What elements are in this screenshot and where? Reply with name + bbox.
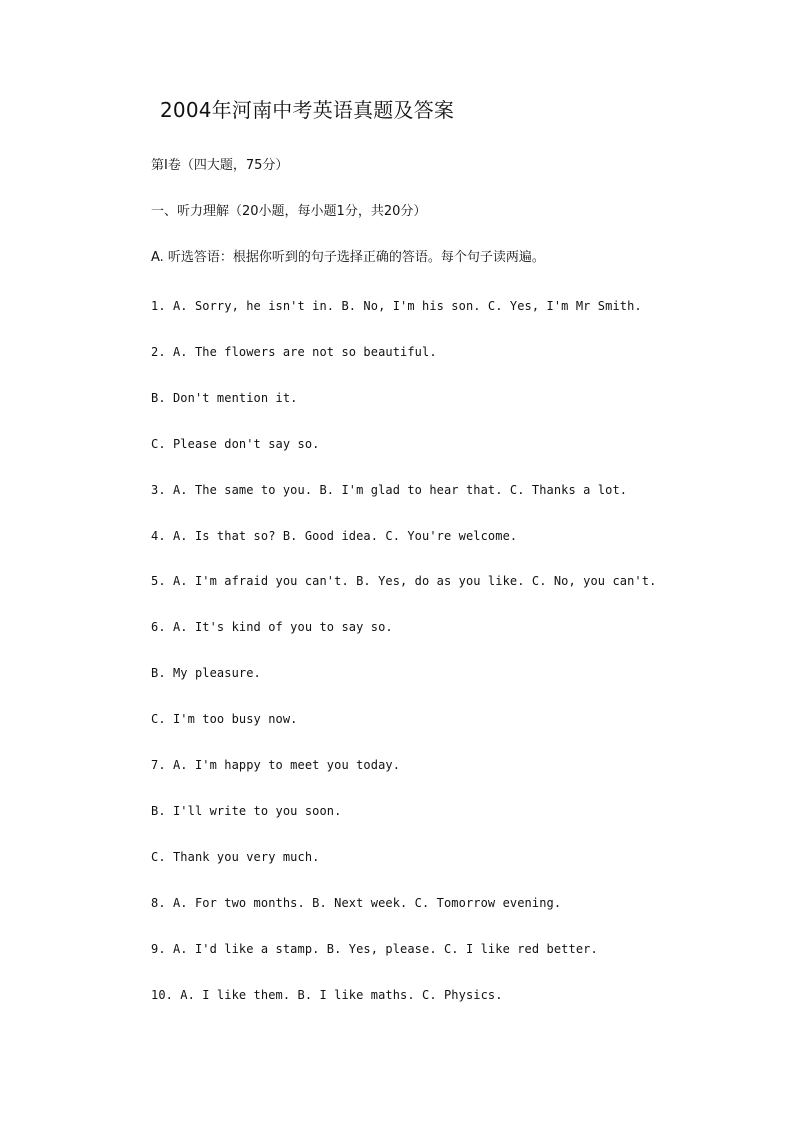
question-line: 5. A. I'm afraid you can't. B. Yes, do as you like. C. No, you can't. (151, 574, 657, 588)
question-line: C. I'm too busy now. (151, 712, 298, 726)
question-line: 7. A. I'm happy to meet you today. (151, 758, 401, 772)
question-line: 9. A. I'd like a stamp. B. Yes, please. C. I like red better. (151, 942, 598, 956)
question-line: C. Thank you very much. (151, 850, 320, 864)
question-line: B. My pleasure. (151, 666, 261, 680)
question-line: 6. A. It's kind of you to say so. (151, 620, 393, 634)
document-title: 2004年河南中考英语真题及答案 (160, 98, 455, 122)
part-title: 一、听力理解（20小题，每小题1分，共20分） (151, 204, 427, 219)
question-line: C. Please don't say so. (151, 437, 320, 451)
question-line: 4. A. Is that so? B. Good idea. C. You're welcome. (151, 529, 518, 543)
question-line: 8. A. For two months. B. Next week. C. Tomorrow evening. (151, 896, 562, 910)
question-line: B. I'll write to you soon. (151, 804, 342, 818)
question-line: B. Don't mention it. (151, 391, 298, 405)
instruction-text: A. 听选答语：根据你听到的句子选择正确的答语。每个句子读两遍。 (151, 250, 545, 265)
question-line: 10. A. I like them. B. I like maths. C. Physics. (151, 988, 503, 1002)
question-line: 2. A. The flowers are not so beautiful. (151, 345, 437, 359)
question-line: 1. A. Sorry, he isn't in. B. No, I'm his son. C. Yes, I'm Mr Smith. (151, 299, 642, 313)
question-line: 3. A. The same to you. B. I'm glad to hear that. C. Thanks a lot. (151, 483, 628, 497)
section-title: 第Ⅰ卷（四大题，75分） (151, 158, 289, 173)
